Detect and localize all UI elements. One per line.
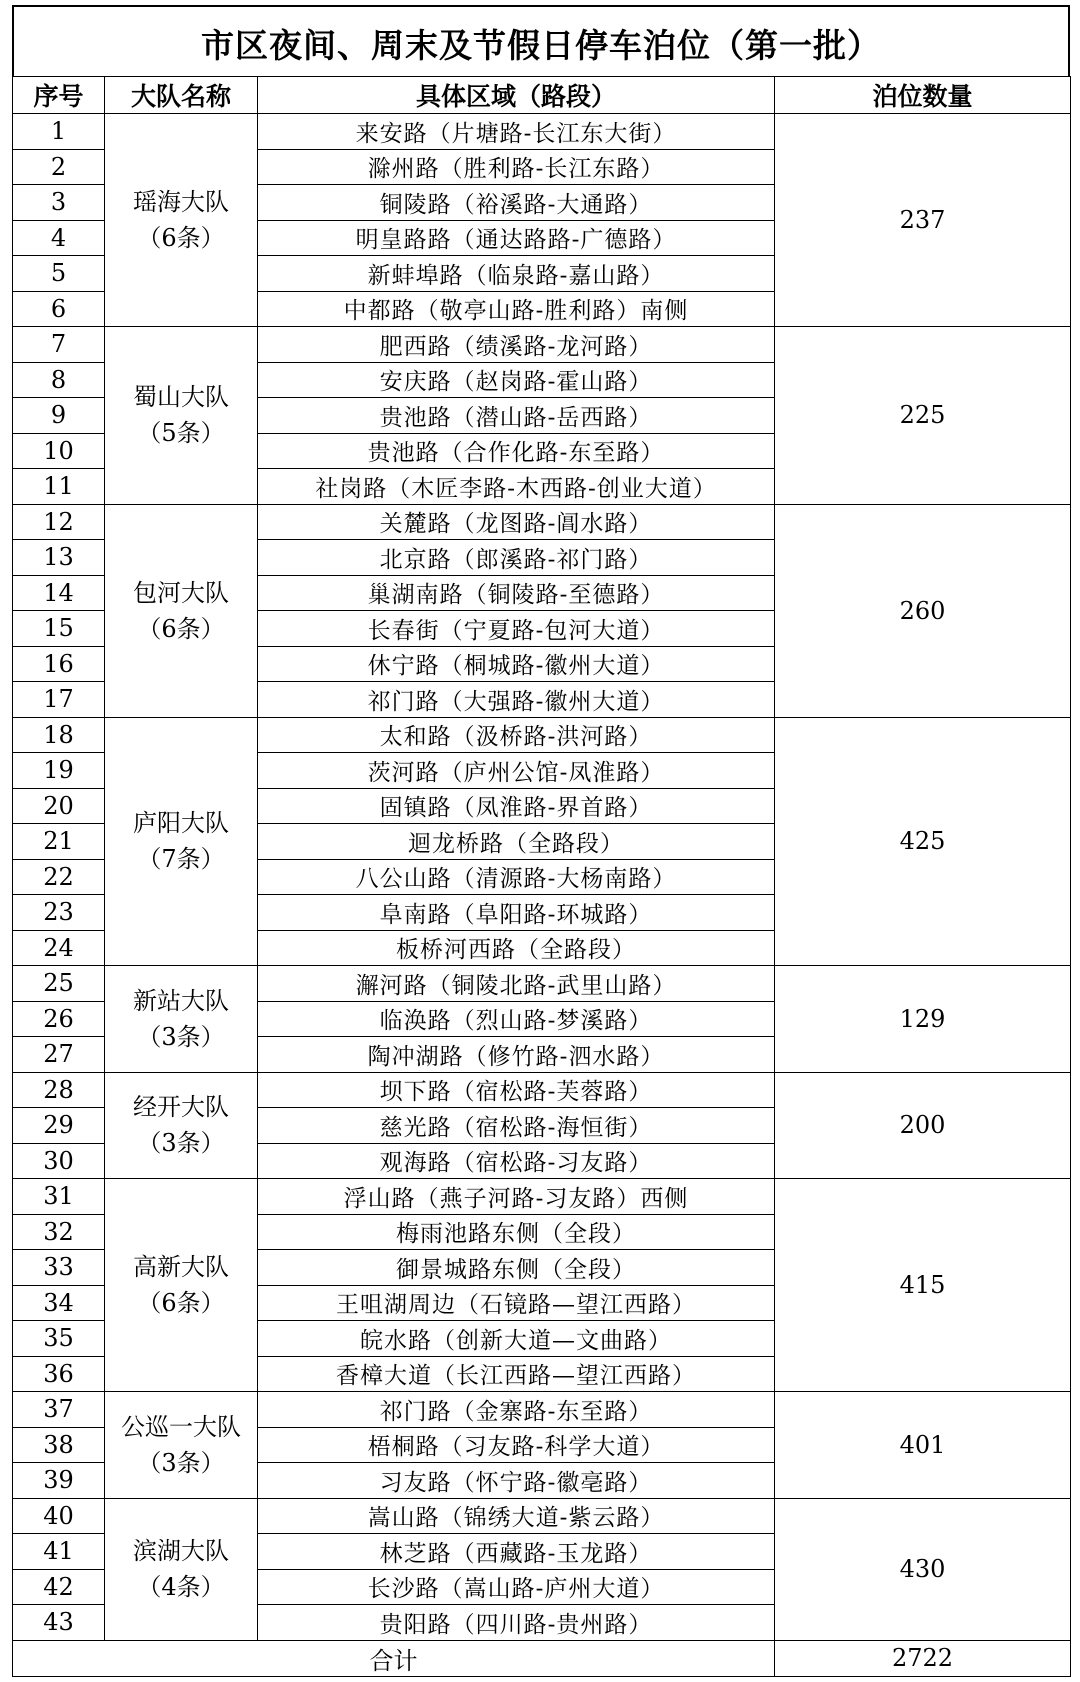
parking-count: 430	[775, 1498, 1071, 1640]
road-section: 嵩山路（锦绣大道-紫云路）	[258, 1498, 775, 1534]
brigade-road-count: （6条）	[137, 614, 225, 643]
parking-count: 237	[775, 114, 1071, 327]
table-row	[13, 966, 1071, 1002]
table-body	[13, 114, 1071, 1641]
brigade-road-count: （5条）	[137, 419, 225, 448]
row-seq: 35	[13, 1321, 105, 1357]
brigade-cell	[105, 1072, 258, 1179]
road-section: 御景城路东侧（全段）	[258, 1250, 775, 1286]
row-seq: 16	[13, 646, 105, 682]
road-section: 习友路（怀宁路-徽亳路）	[258, 1463, 775, 1499]
row-seq: 31	[13, 1179, 105, 1215]
row-seq: 6	[13, 291, 105, 327]
road-section: 茨河路（庐州公馆-凤淮路）	[258, 753, 775, 789]
row-seq: 28	[13, 1072, 105, 1108]
road-section: 铜陵路（裕溪路-大通路）	[258, 185, 775, 221]
brigade-name: 高新大队	[133, 1253, 229, 1281]
road-section: 长春街（宁夏路-包河大道）	[258, 611, 775, 647]
table-row	[13, 1179, 1071, 1215]
road-section: 长沙路（嵩山路-庐州大道）	[258, 1569, 775, 1605]
road-section: 祁门路（金寨路-东至路）	[258, 1392, 775, 1428]
table-row	[13, 1392, 1071, 1428]
row-seq: 33	[13, 1250, 105, 1286]
road-section: 新蚌埠路（临泉路-嘉山路）	[258, 256, 775, 292]
road-section: 观海路（宿松路-习友路）	[258, 1143, 775, 1179]
table-row	[13, 1498, 1071, 1534]
table-row	[13, 717, 1071, 753]
row-seq: 39	[13, 1463, 105, 1499]
road-section: 社岗路（木匠李路-木西路-创业大道）	[258, 469, 775, 505]
row-seq: 43	[13, 1605, 105, 1641]
road-section: 贵阳路（四川路-贵州路）	[258, 1605, 775, 1641]
parking-count: 225	[775, 327, 1071, 505]
header-count: 泊位数量	[775, 77, 1071, 114]
road-section: 澥河路（铜陵北路-武里山路）	[258, 966, 775, 1002]
parking-count: 260	[775, 504, 1071, 717]
table-row	[13, 114, 1071, 150]
road-section: 八公山路（清源路-大杨南路）	[258, 859, 775, 895]
row-seq: 19	[13, 753, 105, 789]
row-seq: 10	[13, 433, 105, 469]
road-section: 阜南路（阜阳路-环城路）	[258, 895, 775, 931]
row-seq: 26	[13, 1001, 105, 1037]
table-row	[13, 327, 1071, 363]
row-seq: 18	[13, 717, 105, 753]
road-section: 中都路（敬亭山路-胜利路）南侧	[258, 291, 775, 327]
row-seq: 7	[13, 327, 105, 363]
row-seq: 15	[13, 611, 105, 647]
road-section: 肥西路（绩溪路-龙河路）	[258, 327, 775, 363]
brigade-name: 经开大队	[133, 1093, 229, 1122]
total-value: 2722	[775, 1640, 1071, 1676]
road-section: 梧桐路（习友路-科学大道）	[258, 1427, 775, 1463]
row-seq: 27	[13, 1037, 105, 1073]
brigade-cell	[105, 1179, 258, 1392]
road-section: 北京路（郎溪路-祁门路）	[258, 540, 775, 576]
row-seq: 14	[13, 575, 105, 611]
row-seq: 4	[13, 220, 105, 256]
road-section: 香樟大道（长江西路—望江西路）	[258, 1356, 775, 1392]
road-section: 祁门路（大强路-徽州大道）	[258, 682, 775, 718]
row-seq: 41	[13, 1534, 105, 1570]
brigade-cell	[105, 966, 258, 1073]
row-seq: 22	[13, 859, 105, 895]
table-row	[13, 1072, 1071, 1108]
total-row	[13, 1640, 1071, 1676]
road-section: 陶冲湖路（修竹路-泗水路）	[258, 1037, 775, 1073]
row-seq: 37	[13, 1392, 105, 1428]
row-seq: 25	[13, 966, 105, 1002]
brigade-cell	[105, 1498, 258, 1640]
road-section: 迴龙桥路（全路段）	[258, 824, 775, 860]
row-seq: 5	[13, 256, 105, 292]
row-seq: 20	[13, 788, 105, 824]
row-seq: 12	[13, 504, 105, 540]
brigade-road-count: （6条）	[137, 224, 225, 252]
row-seq: 24	[13, 930, 105, 966]
row-seq: 42	[13, 1569, 105, 1605]
parking-count: 425	[775, 717, 1071, 966]
brigade-cell	[105, 114, 258, 327]
page-title: 市区夜间、周末及节假日停车泊位（第一批）	[12, 5, 1070, 76]
row-seq: 1	[13, 114, 105, 150]
parking-count: 415	[775, 1179, 1071, 1392]
road-section: 林芝路（西藏路-玉龙路）	[258, 1534, 775, 1570]
row-seq: 40	[13, 1498, 105, 1534]
brigade-name: 包河大队	[133, 578, 229, 607]
road-section: 浮山路（燕子河路-习友路）西侧	[258, 1179, 775, 1215]
parking-count: 200	[775, 1072, 1071, 1179]
row-seq: 11	[13, 469, 105, 505]
road-section: 临涣路（烈山路-梦溪路）	[258, 1001, 775, 1037]
row-seq: 34	[13, 1285, 105, 1321]
road-section: 梅雨池路东侧（全段）	[258, 1214, 775, 1250]
brigade-name: 庐阳大队	[133, 809, 229, 838]
road-section: 板桥河西路（全路段）	[258, 930, 775, 966]
row-seq: 23	[13, 895, 105, 931]
parking-count: 401	[775, 1392, 1071, 1499]
row-seq: 32	[13, 1214, 105, 1250]
brigade-road-count: （4条）	[137, 1573, 225, 1601]
brigade-name: 瑶海大队	[133, 188, 229, 216]
road-section: 慈光路（宿松路-海恒街）	[258, 1108, 775, 1144]
brigade-cell	[105, 327, 258, 505]
row-seq: 21	[13, 824, 105, 860]
road-section: 贵池路（潜山路-岳西路）	[258, 398, 775, 434]
brigade-road-count: （7条）	[137, 845, 225, 874]
header-brigade: 大队名称	[105, 77, 258, 114]
brigade-road-count: （3条）	[137, 1129, 225, 1158]
road-section: 明皇路路（通达路路-广德路）	[258, 220, 775, 256]
row-seq: 17	[13, 682, 105, 718]
row-seq: 38	[13, 1427, 105, 1463]
brigade-road-count: （3条）	[137, 1022, 225, 1051]
brigade-road-count: （6条）	[137, 1289, 225, 1317]
row-seq: 8	[13, 362, 105, 398]
road-section: 皖水路（创新大道—文曲路）	[258, 1321, 775, 1357]
row-seq: 2	[13, 149, 105, 185]
road-section: 太和路（汲桥路-洪河路）	[258, 717, 775, 753]
header-seq: 序号	[13, 77, 105, 114]
header-row	[13, 77, 1071, 114]
brigade-cell	[105, 717, 258, 966]
total-label: 合计	[13, 1640, 775, 1676]
parking-table-document	[12, 5, 1070, 1677]
row-seq: 36	[13, 1356, 105, 1392]
row-seq: 13	[13, 540, 105, 576]
row-seq: 3	[13, 185, 105, 221]
road-section: 固镇路（凤淮路-界首路）	[258, 788, 775, 824]
row-seq: 29	[13, 1108, 105, 1144]
header-area: 具体区域（路段）	[258, 77, 775, 114]
road-section: 关麓路（龙图路-阊水路）	[258, 504, 775, 540]
table-row	[13, 504, 1071, 540]
road-section: 巢湖南路（铜陵路-至德路）	[258, 575, 775, 611]
parking-table	[12, 76, 1071, 1677]
brigade-cell	[105, 1392, 258, 1499]
brigade-road-count: （3条）	[137, 1448, 225, 1477]
road-section: 贵池路（合作化路-东至路）	[258, 433, 775, 469]
brigade-name: 公巡一大队	[121, 1412, 241, 1441]
road-section: 安庆路（赵岗路-霍山路）	[258, 362, 775, 398]
road-section: 休宁路（桐城路-徽州大道）	[258, 646, 775, 682]
row-seq: 30	[13, 1143, 105, 1179]
brigade-name: 滨湖大队	[133, 1537, 229, 1565]
road-section: 滁州路（胜利路-长江东路）	[258, 149, 775, 185]
brigade-name: 新站大队	[133, 986, 229, 1015]
brigade-cell	[105, 504, 258, 717]
brigade-name: 蜀山大队	[133, 383, 229, 412]
parking-count: 129	[775, 966, 1071, 1073]
row-seq: 9	[13, 398, 105, 434]
road-section: 来安路（片塘路-长江东大街）	[258, 114, 775, 150]
road-section: 王咀湖周边（石镜路—望江西路）	[258, 1285, 775, 1321]
road-section: 坝下路（宿松路-芙蓉路）	[258, 1072, 775, 1108]
